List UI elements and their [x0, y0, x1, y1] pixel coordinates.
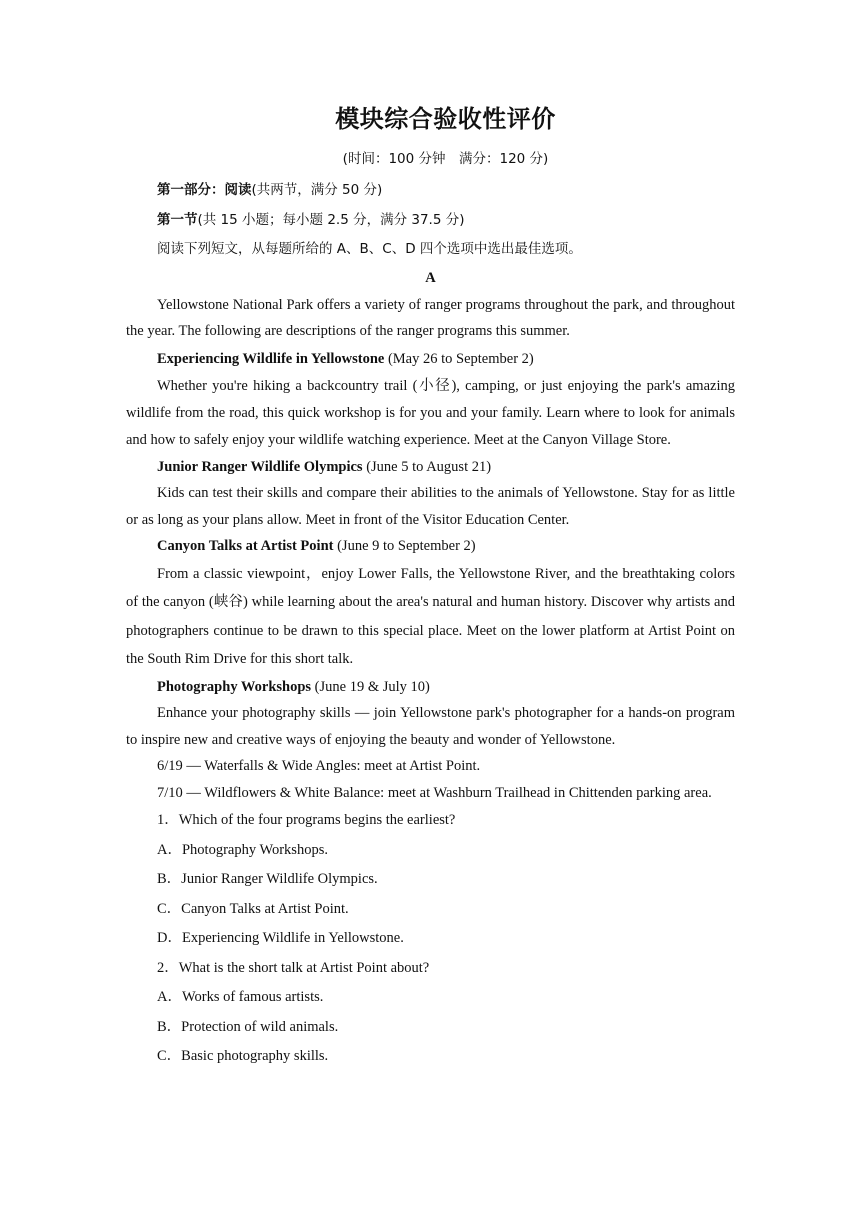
- program-dates: (June 19 & July 10): [311, 678, 430, 695]
- program-dates: (June 5 to August 21): [362, 458, 492, 475]
- section-note: (共 15 小题；每小题 2.5 分，满分 37.5 分): [197, 211, 465, 228]
- program-name: Canyon Talks at Artist Point: [157, 538, 334, 554]
- exam-time-score: (时间：100 分钟 满分：120 分): [342, 151, 549, 167]
- document-page: [126, 100, 735, 1072]
- answer-option: A．Photography Workshops.: [157, 841, 328, 858]
- answer-option: C．Canyon Talks at Artist Point.: [157, 900, 349, 917]
- program-heading: [126, 454, 735, 481]
- question-stem: 1．Which of the four programs begins the earliest?: [157, 812, 456, 828]
- answer-option: A．Works of famous artists.: [157, 989, 324, 1005]
- schedule-item: 7/10 — Wildflowers & White Balance: meet at Washburn Trailhead in Chittenden parking area.: [157, 784, 712, 801]
- answer-option: C．Basic photography skills.: [157, 1048, 329, 1064]
- program-description: From a classic viewpoint，enjoy Lower Falls, the Yellowstone River, and the breathtaking colors of the canyon (峡谷) while learning about the area's natural and human history. Discover why artists and photographers continue to be drawn to this special place. Meet on the lower platform at Artist Point on the South Rim Drive for this short talk.: [126, 565, 735, 667]
- part-label: 第一部分：阅读: [157, 182, 252, 198]
- question-stem: 2．What is the short talk at Artist Point about?: [157, 959, 430, 976]
- program-name: Experiencing Wildlife in Yellowstone: [157, 350, 385, 367]
- answer-option: B．Junior Ranger Wildlife Olympics.: [157, 871, 378, 887]
- passage-label: A: [425, 269, 436, 286]
- program-name: Junior Ranger Wildlife Olympics: [157, 458, 363, 475]
- program-description: Whether you're hiking a backcountry trail (小径), camping, or just enjoying the park's amazing wildlife from the road, this quick workshop is for you and your family. Learn where to look for animals and how to safely enjoy your wildlife watching experience. Meet at the Canyon Village Store.: [126, 377, 735, 448]
- section-heading: [126, 206, 735, 236]
- answer-option: D．Experiencing Wildlife in Yellowstone.: [157, 930, 404, 946]
- program-heading: [126, 345, 735, 373]
- program-name: Photography Workshops: [157, 678, 312, 695]
- passage-intro: Yellowstone National Park offers a variety of ranger programs throughout the park, and throughout the year. The following are descriptions of the ranger programs this summer.: [126, 296, 735, 339]
- part-note: (共两节，满分 50 分): [251, 182, 383, 198]
- program-dates: (May 26 to September 2): [384, 350, 534, 367]
- program-dates: (June 9 to September 2): [333, 538, 476, 554]
- answer-option: B．Protection of wild animals.: [157, 1018, 339, 1035]
- program-heading: [126, 674, 735, 701]
- part-heading: [126, 176, 735, 206]
- program-description: Kids can test their skills and compare their abilities to the animals of Yellowstone. Stay for as little or as long as your plans allow. Meet in front of the Visitor Education Center.: [126, 485, 735, 528]
- instructions: 阅读下列短文，从每题所给的 A、B、C、D 四个选项中选出最佳选项。: [157, 241, 582, 257]
- page-title: 模块综合验收性评价: [335, 107, 556, 133]
- program-description: Enhance your photography skills — join Yellowstone park's photographer for a hands-on program to inspire new and creative ways of enjoying the beauty and wonder of Yellowstone.: [126, 705, 735, 748]
- program-heading: [126, 533, 735, 560]
- schedule-item: 6/19 — Waterfalls & Wide Angles: meet at Artist Point.: [157, 758, 481, 774]
- section-label: 第一节: [157, 211, 198, 228]
